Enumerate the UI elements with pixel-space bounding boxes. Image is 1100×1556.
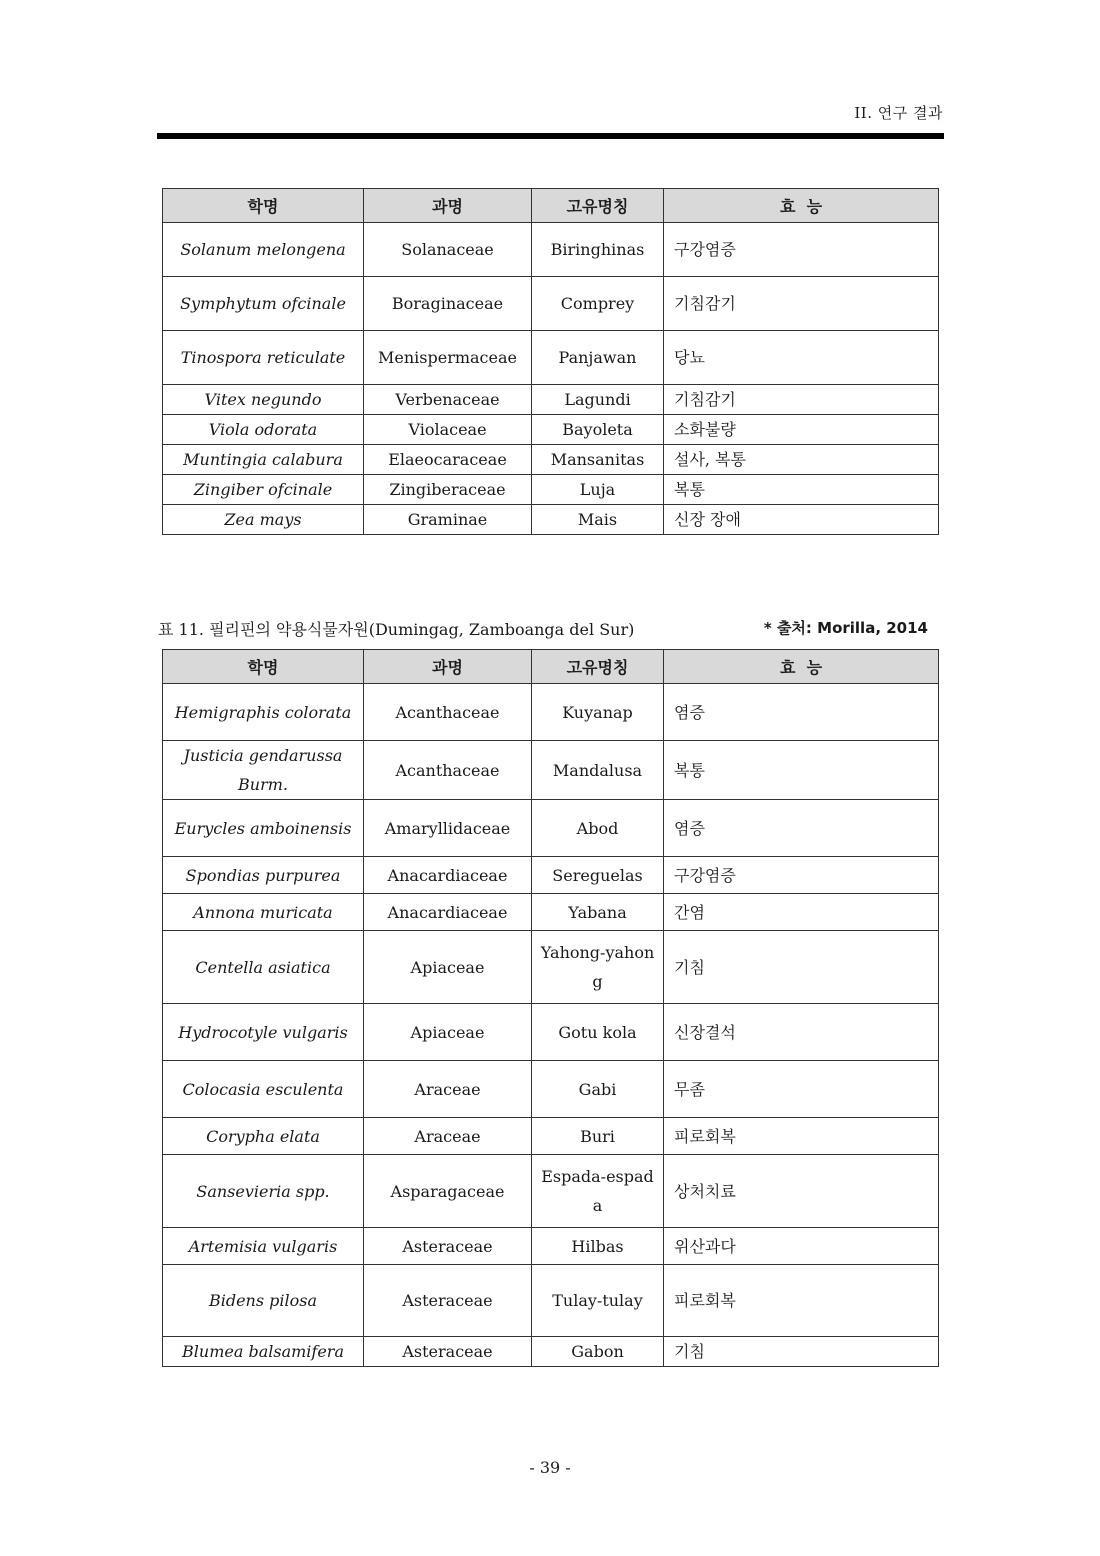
cell-scientific-name: Vitex negundo <box>163 385 364 415</box>
cell-family: Anacardiaceae <box>364 894 532 931</box>
cell-scientific-name: Artemisia vulgaris <box>163 1228 364 1265</box>
table-header-row <box>163 650 939 684</box>
cell-family: Asteraceae <box>364 1228 532 1265</box>
cell-scientific-name: Hydrocotyle vulgaris <box>163 1004 364 1061</box>
col-header-effect: 효 능 <box>664 650 939 684</box>
cell-effect: 당뇨 <box>664 331 939 385</box>
cell-family: Araceae <box>364 1118 532 1155</box>
cell-local-name: Buri <box>532 1118 664 1155</box>
cell-scientific-name: Muntingia calabura <box>163 445 364 475</box>
table-row <box>163 331 939 385</box>
table-row <box>163 415 939 445</box>
cell-scientific-name: Bidens pilosa <box>163 1265 364 1337</box>
cell-family: Menispermaceae <box>364 331 532 385</box>
cell-scientific-name: Colocasia esculenta <box>163 1061 364 1118</box>
cell-scientific-name: Sansevieria spp. <box>163 1155 364 1228</box>
cell-effect: 염증 <box>664 800 939 857</box>
table-row <box>163 1118 939 1155</box>
table-row <box>163 800 939 857</box>
table-row <box>163 277 939 331</box>
cell-local-name: Mansanitas <box>532 445 664 475</box>
cell-local-name: Gabon <box>532 1337 664 1367</box>
cell-scientific-name: Viola odorata <box>163 415 364 445</box>
cell-effect: 복통 <box>664 475 939 505</box>
cell-effect: 복통 <box>664 741 939 800</box>
cell-family: Araceae <box>364 1061 532 1118</box>
col-header-family: 과명 <box>364 650 532 684</box>
table-row <box>163 931 939 1004</box>
cell-scientific-name: Symphytum ofcinale <box>163 277 364 331</box>
cell-family: Graminae <box>364 505 532 535</box>
cell-local-name: Comprey <box>532 277 664 331</box>
cell-effect: 무좀 <box>664 1061 939 1118</box>
table-row <box>163 1228 939 1265</box>
table-row <box>163 857 939 894</box>
col-header-local-name: 고유명칭 <box>532 650 664 684</box>
cell-effect: 피로회복 <box>664 1118 939 1155</box>
table-row <box>163 445 939 475</box>
cell-local-name: Hilbas <box>532 1228 664 1265</box>
cell-family: Verbenaceae <box>364 385 532 415</box>
cell-effect: 구강염증 <box>664 857 939 894</box>
cell-effect: 간염 <box>664 894 939 931</box>
table-header-row <box>163 189 939 223</box>
table-row <box>163 475 939 505</box>
cell-effect: 구강염증 <box>664 223 939 277</box>
cell-local-name: Biringhinas <box>532 223 664 277</box>
cell-effect: 신장 장애 <box>664 505 939 535</box>
cell-effect: 위산과다 <box>664 1228 939 1265</box>
cell-family: Asparagaceae <box>364 1155 532 1228</box>
cell-scientific-name: Zea mays <box>163 505 364 535</box>
cell-scientific-name: Annona muricata <box>163 894 364 931</box>
cell-local-name: Panjawan <box>532 331 664 385</box>
table-row <box>163 1265 939 1337</box>
cell-family: Zingiberaceae <box>364 475 532 505</box>
page-number: - 39 - <box>529 1458 571 1477</box>
cell-family: Solanaceae <box>364 223 532 277</box>
cell-family: Apiaceae <box>364 1004 532 1061</box>
cell-family: Elaeocaraceae <box>364 445 532 475</box>
cell-local-name: Abod <box>532 800 664 857</box>
cell-local-name: Bayoleta <box>532 415 664 445</box>
cell-effect: 기침감기 <box>664 277 939 331</box>
cell-effect: 피로회복 <box>664 1265 939 1337</box>
cell-local-name: Mandalusa <box>532 741 664 800</box>
cell-scientific-name: Tinospora reticulate <box>163 331 364 385</box>
cell-effect: 신장결석 <box>664 1004 939 1061</box>
cell-local-name: Lagundi <box>532 385 664 415</box>
cell-family: Acanthaceae <box>364 684 532 741</box>
col-header-scientific-name: 학명 <box>163 189 364 223</box>
cell-local-name: Gabi <box>532 1061 664 1118</box>
cell-local-name: Sereguelas <box>532 857 664 894</box>
cell-effect: 기침 <box>664 1337 939 1367</box>
cell-scientific-name: Eurycles amboinensis <box>163 800 364 857</box>
cell-local-name: Gotu kola <box>532 1004 664 1061</box>
cell-local-name: Luja <box>532 475 664 505</box>
col-header-effect: 효 능 <box>664 189 939 223</box>
table-row <box>163 894 939 931</box>
running-header: II. 연구 결과 <box>854 104 943 122</box>
col-header-scientific-name: 학명 <box>163 650 364 684</box>
table-row <box>163 1337 939 1367</box>
cell-family: Anacardiaceae <box>364 857 532 894</box>
col-header-family: 과명 <box>364 189 532 223</box>
col-header-local-name: 고유명칭 <box>532 189 664 223</box>
table-row <box>163 1061 939 1118</box>
table-row <box>163 505 939 535</box>
cell-family: Acanthaceae <box>364 741 532 800</box>
cell-family: Asteraceae <box>364 1265 532 1337</box>
cell-effect: 설사, 복통 <box>664 445 939 475</box>
header-rule <box>157 133 944 139</box>
cell-scientific-name: Solanum melongena <box>163 223 364 277</box>
medicinal-plants-table-11 <box>162 649 939 1367</box>
table-row <box>163 1004 939 1061</box>
cell-effect: 기침 <box>664 931 939 1004</box>
cell-effect: 상처치료 <box>664 1155 939 1228</box>
cell-local-name: Yabana <box>532 894 664 931</box>
caption-title: 표 11. 필리핀의 약용식물자원(Dumingag, Zamboanga del Sur) <box>158 620 635 639</box>
cell-local-name: Mais <box>532 505 664 535</box>
cell-scientific-name: Centella asiatica <box>163 931 364 1004</box>
table-row <box>163 385 939 415</box>
table-row <box>163 741 939 800</box>
cell-family: Violaceae <box>364 415 532 445</box>
table-row <box>163 223 939 277</box>
cell-scientific-name: Spondias purpurea <box>163 857 364 894</box>
table-caption <box>158 617 928 640</box>
cell-local-name: Tulay-tulay <box>532 1265 664 1337</box>
cell-family: Asteraceae <box>364 1337 532 1367</box>
cell-effect: 소화불량 <box>664 415 939 445</box>
cell-local-name: Kuyanap <box>532 684 664 741</box>
cell-effect: 기침감기 <box>664 385 939 415</box>
cell-scientific-name: Blumea balsamifera <box>163 1337 364 1367</box>
cell-family: Apiaceae <box>364 931 532 1004</box>
cell-scientific-name: Zingiber ofcinale <box>163 475 364 505</box>
cell-family: Amaryllidaceae <box>364 800 532 857</box>
cell-scientific-name: Corypha elata <box>163 1118 364 1155</box>
table-row <box>163 1155 939 1228</box>
cell-family: Boraginaceae <box>364 277 532 331</box>
cell-local-name: Espada-espada <box>532 1155 664 1228</box>
medicinal-plants-table-continued <box>162 188 939 535</box>
cell-effect: 염증 <box>664 684 939 741</box>
caption-source: * 출처: Morilla, 2014 <box>763 619 928 637</box>
cell-scientific-name: Hemigraphis colorata <box>163 684 364 741</box>
table-row <box>163 684 939 741</box>
cell-local-name: Yahong-yahong <box>532 931 664 1004</box>
cell-scientific-name: Justicia gendarussa Burm. <box>163 741 364 800</box>
